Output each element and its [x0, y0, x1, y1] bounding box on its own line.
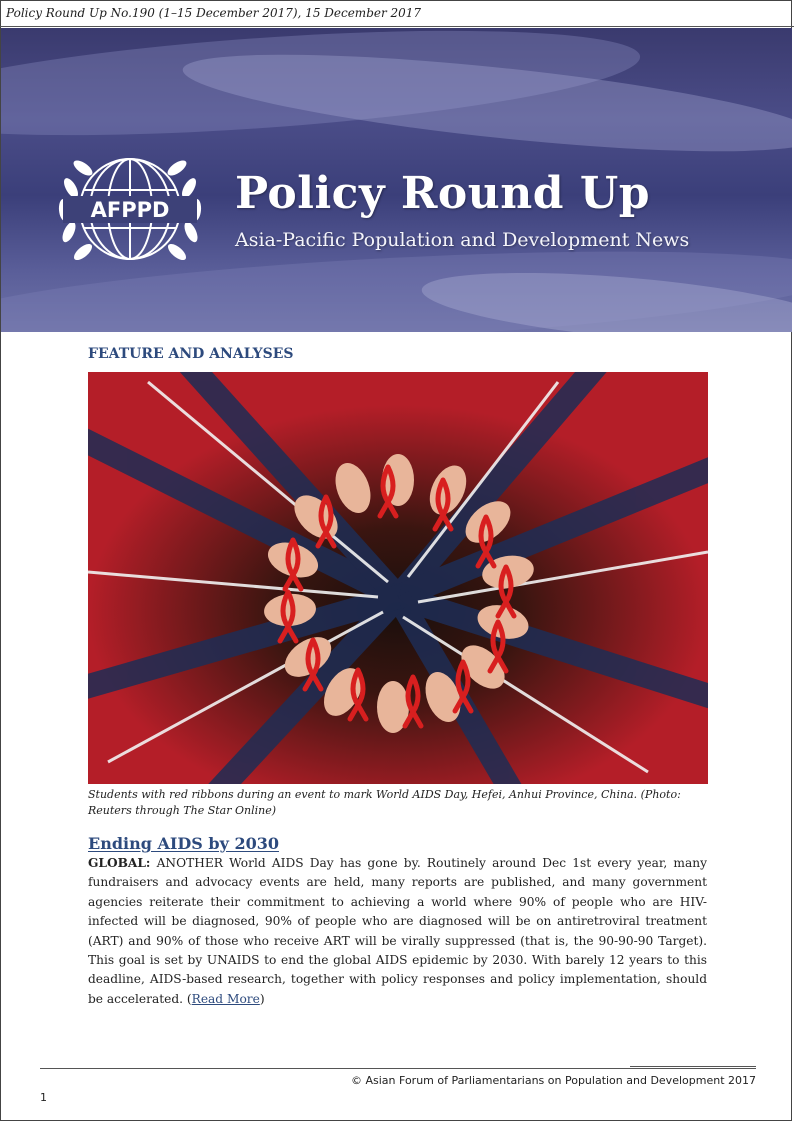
photo-caption: Students with red ribbons during an event to mark World AIDS Day, Hefei, Anhui Province, China. (Photo: Reuters through The Star Online) [88, 788, 681, 817]
running-header: Policy Round Up No.190 (1–15 December 2017), 15 December 2017 [6, 6, 422, 20]
logo-wordmark: AFPPD [90, 198, 170, 222]
red-ribbon-photo-illustration [88, 372, 708, 784]
copyright-notice: © Asian Forum of Parliamentarians on Population and Development 2017 [351, 1074, 756, 1087]
article-region-label: GLOBAL: [88, 856, 151, 870]
article-body [88, 854, 707, 1009]
read-more-link[interactable]: Read More [191, 991, 260, 1006]
page-number: 1 [40, 1091, 47, 1104]
article-text: ANOTHER World AIDS Day has gone by. Routinely around Dec 1st every year, many fundraisers and advocacy events are held, many reports are published, and many government agencies reiterate their commitment to achieving a world where 90% of people who are HIV-infected will be diagnosed, 90% of people who are diagnosed will be on antiretroviral treatment (ART) and 90% of those who receive ART will be virally suppressed (that is, the 90-90-90 Target). This goal is set by UNAIDS to end the global AIDS epidemic by 2030. With barely 12 years to this deadline, AIDS-based research, together with policy responses and policy implementation, should be accelerated. ( [88, 856, 707, 1006]
article-close-paren: ) [259, 991, 265, 1006]
article-title-link[interactable]: Ending AIDS by 2030 [88, 834, 279, 853]
afppd-logo [49, 128, 211, 290]
header-divider [0, 26, 794, 27]
publication-title: Policy Round Up [235, 168, 650, 219]
publication-subtitle: Asia-Pacific Population and Development News [235, 229, 690, 251]
section-heading: FEATURE AND ANALYSES [88, 346, 294, 362]
footer-divider [40, 1068, 756, 1069]
feature-photo [88, 372, 708, 784]
footer-divider [630, 1066, 756, 1067]
masthead-banner [1, 28, 792, 332]
